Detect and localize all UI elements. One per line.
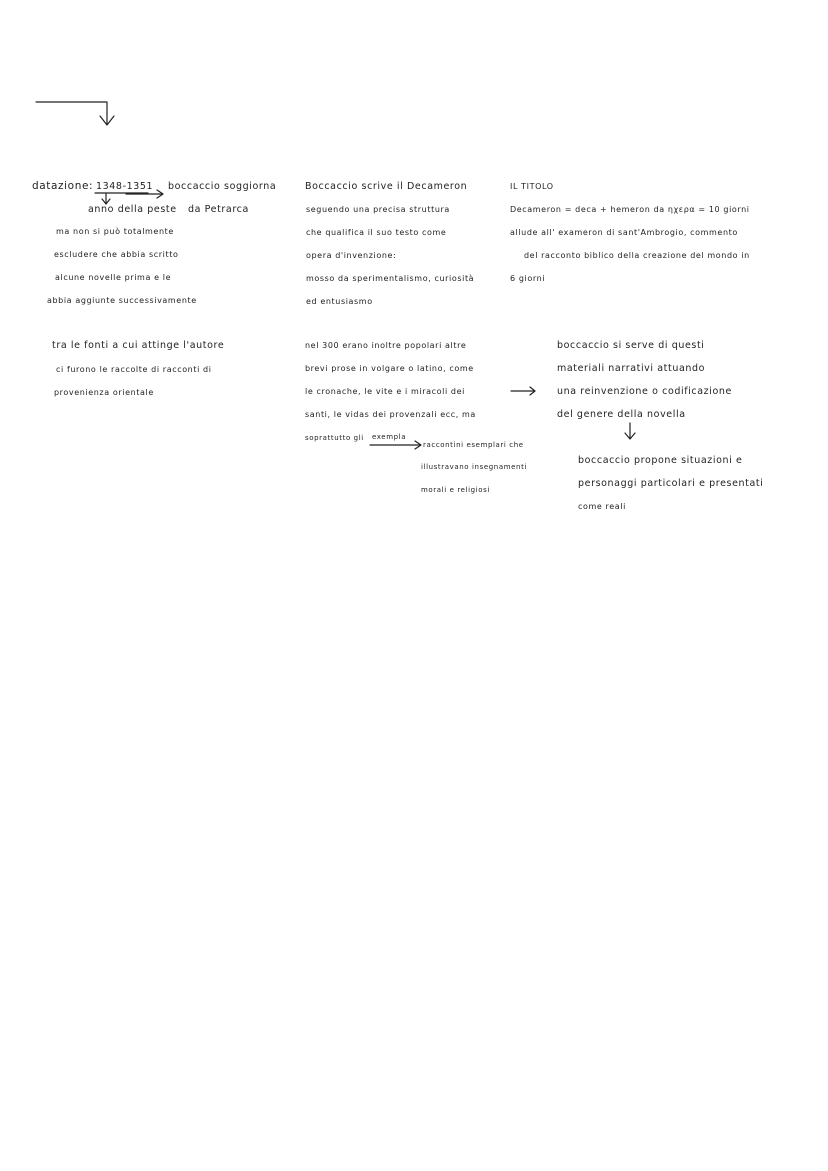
col1-bottom-line: tra le fonti a cui attinge l'autore — [52, 340, 225, 351]
hook-arrow-down-icon — [36, 102, 114, 125]
col3-top-line: Decameron = deca + hemeron da ηχερα = 10 giorni — [510, 205, 750, 214]
arrow-right-icon — [511, 387, 535, 395]
col2-top-line: opera d'invenzione: — [306, 251, 397, 260]
soprattutto-gli: soprattutto gli — [305, 434, 364, 442]
col2-bottom-line: nel 300 erano inoltre popolari altre — [305, 341, 467, 350]
il-titolo-heading: IL TITOLO — [510, 182, 554, 191]
col1-bottom-line: provenienza orientale — [54, 388, 154, 397]
col3-bottom-line: una reinvenzione o codificazione — [557, 386, 732, 397]
col2-top-line: che qualifica il suo testo come — [306, 228, 447, 237]
morali-e-religiosi: morali e religiosi — [421, 486, 490, 494]
col3-top-line: del racconto biblico della creazione del mondo in — [524, 251, 750, 260]
da-petrarca: da Petrarca — [188, 204, 249, 215]
col2-top-line: seguendo una precisa struttura — [306, 205, 450, 214]
exempla-word: exempla — [372, 433, 407, 441]
illustravano-insegnamenti: illustravano insegnamenti — [421, 463, 527, 471]
col2-top-line: mosso da sperimentalismo, curiosità — [306, 274, 475, 283]
col1-top-line: escludere che abbia scritto — [54, 250, 179, 259]
col1-bottom-line: ci furono le raccolte di racconti di — [56, 365, 212, 374]
col2-bottom-line: santi, le vidas dei provenzali ecc, ma — [305, 410, 476, 419]
col3-sub-line: boccaccio propone situazioni e — [578, 455, 743, 466]
col2-top-line: ed entusiasmo — [306, 297, 373, 306]
datazione-label: datazione: — [32, 180, 94, 192]
anno-della-peste: anno della peste — [88, 204, 177, 215]
col3-sub-line: come reali — [578, 502, 626, 511]
col2-bottom-line: brevi prose in volgare o latino, come — [305, 364, 474, 373]
raccontini-esemplari: raccontini esemplari che — [423, 441, 524, 449]
col2-top-line: Boccaccio scrive il Decameron — [305, 181, 468, 192]
col3-bottom-line: del genere della novella — [557, 409, 686, 420]
col3-bottom-line: boccaccio si serve di questi — [557, 340, 705, 351]
col2-bottom-line: le cronache, le vite e i miracoli dei — [305, 387, 465, 396]
col3-bottom-line: materiali narrativi attuando — [557, 363, 706, 374]
col1-top-line: ma non si può totalmente — [56, 227, 174, 236]
boccaccio-soggiorna: boccaccio soggiorna — [168, 181, 277, 192]
col3-top-line: 6 giorni — [510, 274, 546, 283]
col1-top-line: abbia aggiunte successivamente — [47, 296, 197, 305]
years-range: 1348-1351 — [96, 181, 154, 192]
col3-top-line: allude all' exameron di sant'Ambrogio, commento — [510, 228, 738, 237]
col3-sub-line: personaggi particolari e presentati — [578, 478, 764, 489]
col1-top-line: alcune novelle prima e le — [55, 273, 172, 282]
